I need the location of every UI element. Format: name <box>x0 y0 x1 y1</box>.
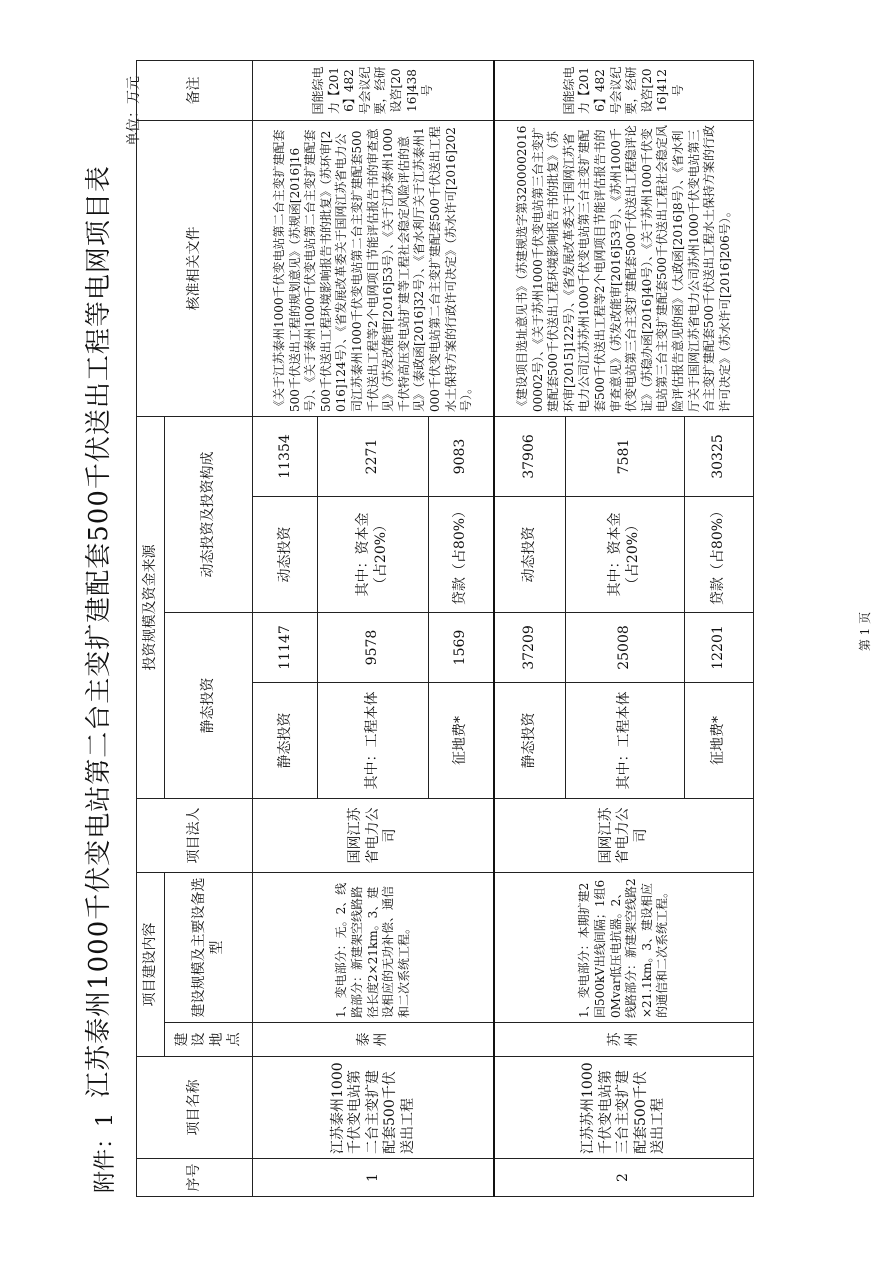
dynamic-label: 动态投资 <box>494 497 565 613</box>
static-label: 静态投资 <box>253 683 318 799</box>
header-investment: 投资规模及资金来源 <box>137 417 165 799</box>
sub2-static-label: 征地费* <box>684 683 754 799</box>
sub2-dynamic-label: 贷款（占80%） <box>684 497 754 613</box>
sub1-static-value: 9578 <box>318 613 429 683</box>
dynamic-total: 11354 <box>253 417 318 497</box>
project-legal-person: 国网江苏省电力公司 <box>253 799 494 873</box>
project-scale: 1、变电部分：无。2、线路部分：新建架空线路路径长度2×21km。3、建设相应的无功补偿、通信和二次系统工程。 <box>253 873 494 1023</box>
project-name: 江苏苏州1000千伏变电站第三台主变扩建配套500千伏送出工程 <box>494 1057 753 1159</box>
sub2-static-value: 12201 <box>684 613 754 683</box>
dynamic-total: 37906 <box>494 417 565 497</box>
sub2-dynamic-label: 贷款（占80%） <box>428 497 494 613</box>
header-construction-content: 项目建设内容 <box>137 873 165 1057</box>
header-approval-docs: 核准相关文件 <box>137 121 253 417</box>
sub1-dynamic-label: 其中：资本金（占20%） <box>318 497 429 613</box>
header-scale: 建设规模及主要设备选型 <box>165 873 253 1023</box>
header-legal-person: 项目法人 <box>137 799 253 873</box>
attachment-label: 附件：1 <box>93 1113 118 1193</box>
sub1-dynamic-value: 2271 <box>318 417 429 497</box>
project-seq: 1 <box>253 1159 494 1197</box>
header-location: 建设地点 <box>165 1023 253 1057</box>
project-row <box>253 61 318 1197</box>
unit-label: 单位：万元 <box>126 76 142 146</box>
project-remarks: 国能综电力【2016】482号会议纪要，经研设咨[2016]412号 <box>494 61 753 121</box>
project-location: 泰州 <box>253 1023 494 1057</box>
sub2-dynamic-value: 30325 <box>684 417 754 497</box>
header-remarks: 备注 <box>137 61 253 121</box>
sub1-dynamic-label: 其中：资本金（占20%） <box>565 497 684 613</box>
project-legal-person: 国网江苏省电力公司 <box>494 799 753 873</box>
sub2-static-value: 1569 <box>428 613 494 683</box>
sub1-dynamic-value: 7581 <box>565 417 684 497</box>
page-number: 第 1 页 <box>858 611 872 652</box>
project-scale: 1、变电部分：本期扩建2回500kV出线间隔；1组60Mvar低压电抗器。2、线路部分：新建架空线路2×21.1km。3、建设相应的通信和二次系统工程。 <box>494 873 753 1023</box>
project-seq: 2 <box>494 1159 753 1197</box>
project-row <box>494 61 565 1197</box>
static-total: 37209 <box>494 613 565 683</box>
project-location: 苏州 <box>494 1023 753 1057</box>
sub1-static-label: 其中：工程本体 <box>318 683 429 799</box>
header-seq: 序号 <box>137 1159 253 1197</box>
page-title: 江苏泰州1000千伏变电站第二台主变扩建配套500千伏送出工程等电网项目表 <box>84 165 114 1098</box>
sub1-static-label: 其中：工程本体 <box>565 683 684 799</box>
project-name: 江苏泰州1000千伏变电站第二台主变扩建配套500千伏送出工程 <box>253 1057 494 1159</box>
approval-docs: 《关于江苏泰州1000千伏变电站第二台主变扩建配套500千伏送出工程的规划意见》（苏规函[2016]16号）、《关于泰州1000千伏变电站第二台主变扩建配套500千伏送出工程环境影响报告书的批复》（苏环审[2016]124号）、《省发展改革委关于国网江苏省电力公司江苏泰州1000千伏变电站第二台主变扩建配套500千伏送出工程等2个电网项目节能评估报告书的审查意见》（苏发改能审[2016]53号）、《关于江苏泰州1000千伏特高压变电站扩建等工程社会稳定风险评估的意见》（泰政函[2016]32号）、《省水利厅关于江苏泰州1000千伏变电站第二台主变扩建配套500千伏送出工程水土保持方案的行政许可决定》（苏水许可[2016]202号）。 <box>253 121 494 417</box>
header-project-name: 项目名称 <box>137 1057 253 1159</box>
static-label: 静态投资 <box>494 683 565 799</box>
header-dynamic-investment: 动态投资及投资构成 <box>165 417 253 613</box>
header-row-1 <box>137 61 165 1197</box>
static-total: 11147 <box>253 613 318 683</box>
dynamic-label: 动态投资 <box>253 497 318 613</box>
approval-docs: 《建设项目选址意见书》（苏建规选字第320000201600002号）、《关于苏州1000千伏变电站第三台主变扩建配套500千伏送出工程环境影响报告书的批复》（苏环审[2015]122号）、《省发展改革委关于国网江苏省电力公司江苏苏州1000千伏变电站第三台主变扩建配套500千伏送出工程等2个电网项目节能评估报告书的审查意见》（苏发改能审[2016]53号）、《苏州1000千伏变电站第三台主变扩建配套500千伏送出工程稳评论证》（苏稳办函[2016]40号）、《关于苏州1000千伏变电站第三台主变扩建配套500千伏送出工程社会稳定风险评估报告意见的函》（太政函[2016]8号）、《省水利厅关于国网江苏省电力公司苏州1000千伏变电站第三台主变扩建配套500千伏送出工程水土保持方案的行政许可决定》（苏水许可[2016]206号）。 <box>494 121 753 417</box>
project-remarks: 国能综电力【2016】482号会议纪要，经研设咨[2016]438号 <box>253 61 494 121</box>
sub2-dynamic-value: 9083 <box>428 417 494 497</box>
project-table <box>136 60 754 1197</box>
sub1-static-value: 25008 <box>565 613 684 683</box>
header-static-investment: 静态投资 <box>165 613 253 799</box>
sub2-static-label: 征地费* <box>428 683 494 799</box>
